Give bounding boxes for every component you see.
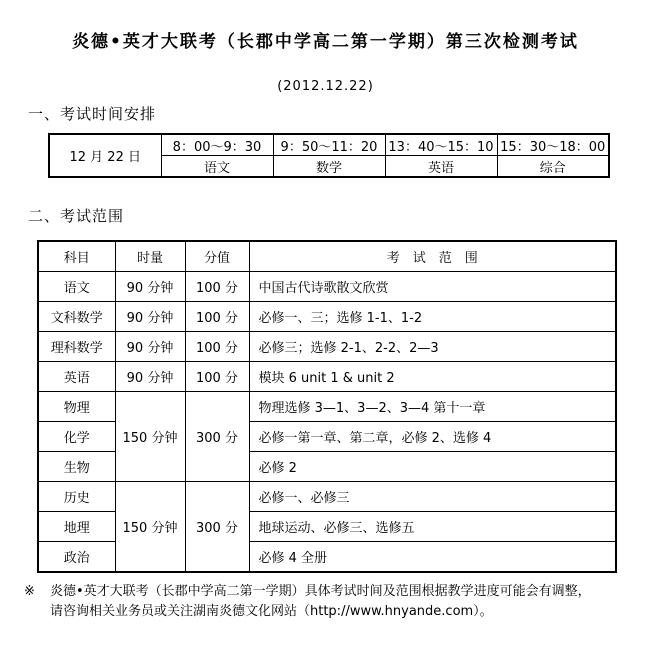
section-heading-scope: 二、考试范围	[28, 207, 125, 225]
subject-cell: 综合	[497, 156, 609, 178]
score-cell: 100 分	[185, 272, 249, 302]
table-header-row	[38, 241, 616, 272]
footnote-marker: ※	[24, 584, 35, 599]
scope-cell: 必修 4 全册	[249, 542, 616, 573]
time-slot-cell: 9：50～11：20	[273, 134, 385, 156]
scope-cell: 必修一、必修三	[249, 482, 616, 512]
subject-cell: 语文	[161, 156, 273, 178]
scope-cell: 物理选修 3—1、3—2、3—4 第十一章	[249, 392, 616, 422]
scope-cell: 必修一第一章、第二章，必修 2、选修 4	[249, 422, 616, 452]
duration-cell: 90 分钟	[115, 302, 185, 332]
subject-cell: 语文	[38, 272, 115, 302]
duration-cell: 150 分钟	[115, 392, 185, 482]
footnote	[0, 582, 651, 622]
column-header-score: 分值	[185, 241, 249, 272]
scope-cell: 必修一、三；选修 1-1、1-2	[249, 302, 616, 332]
duration-cell: 90 分钟	[115, 272, 185, 302]
scope-cell: 必修 2	[249, 452, 616, 482]
duration-cell: 90 分钟	[115, 332, 185, 362]
column-header-scope: 考 试 范 围	[249, 241, 616, 272]
subject-cell: 生物	[38, 452, 115, 482]
subject-cell: 历史	[38, 482, 115, 512]
subject-cell: 英语	[385, 156, 497, 178]
subject-cell: 政治	[38, 542, 115, 573]
table-row	[49, 134, 609, 156]
subject-cell: 化学	[38, 422, 115, 452]
table-row	[38, 392, 616, 422]
scope-cell: 地球运动、必修三、选修五	[249, 512, 616, 542]
time-slot-cell: 13：40～15：10	[385, 134, 497, 156]
table-row	[38, 482, 616, 512]
table-row	[38, 332, 616, 362]
scope-cell: 模块 6 unit 1 & unit 2	[249, 362, 616, 392]
footnote-line: 炎德•英才大联考（长郡中学高二第一学期）具体考试时间及范围根据教学进度可能会有调整，	[50, 584, 591, 599]
column-header-duration: 时量	[115, 241, 185, 272]
subject-cell: 英语	[38, 362, 115, 392]
schedule-date-cell: 12 月 22 日	[49, 134, 161, 177]
table-row	[38, 362, 616, 392]
column-header-subject: 科目	[38, 241, 115, 272]
duration-cell: 90 分钟	[115, 362, 185, 392]
table-row	[38, 302, 616, 332]
scope-table	[37, 240, 617, 573]
subject-cell: 地理	[38, 512, 115, 542]
duration-cell: 150 分钟	[115, 482, 185, 573]
section-heading-schedule: 一、考试时间安排	[28, 105, 157, 123]
scope-cell: 必修三；选修 2-1、2-2、2—3	[249, 332, 616, 362]
page-title: 炎德•英才大联考（长郡中学高二第一学期）第三次检测考试	[72, 32, 579, 52]
subject-cell: 物理	[38, 392, 115, 422]
subject-cell: 数学	[273, 156, 385, 178]
score-cell: 300 分	[185, 392, 249, 482]
footnote-text	[50, 582, 651, 622]
subject-cell: 理科数学	[38, 332, 115, 362]
score-cell: 100 分	[185, 362, 249, 392]
exam-date: (2012.12.22)	[277, 79, 374, 94]
footnote-line: 请咨询相关业务员或关注湖南炎德文化网站（http://www.hnyande.com）。	[50, 604, 493, 619]
score-cell: 100 分	[185, 302, 249, 332]
subject-cell: 文科数学	[38, 302, 115, 332]
time-slot-cell: 15：30～18：00	[497, 134, 609, 156]
time-slot-cell: 8：00～9：30	[161, 134, 273, 156]
score-cell: 100 分	[185, 332, 249, 362]
schedule-table	[48, 133, 610, 178]
scope-cell: 中国古代诗歌散文欣赏	[249, 272, 616, 302]
score-cell: 300 分	[185, 482, 249, 573]
table-row	[38, 272, 616, 302]
